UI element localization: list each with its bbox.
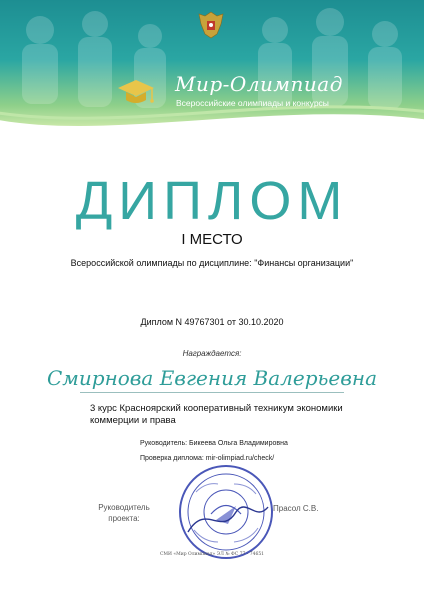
signatory-name: Прасол С.В. <box>273 504 319 513</box>
project-lead-signature-label: Руководитель проекта: <box>98 503 150 523</box>
recipient-name: Смирнова Евгения Валерьевна <box>47 366 377 390</box>
stamp-seal-icon <box>176 462 276 562</box>
logo-subtitle: Всероссийские олимпиады и конкурсы <box>176 98 329 108</box>
diploma-number: Диплом N 49767301 от 30.10.2020 <box>140 317 284 327</box>
awarded-label: Награждается: <box>182 349 242 358</box>
course-institution: 3 курс Красноярский кооперативный техникум экономики коммерции и права <box>90 403 343 426</box>
diploma-title: ДИПЛОМ <box>75 171 349 231</box>
supervisor-line: Руководитель: Бикеева Ольга Владимировна <box>140 440 288 447</box>
footer-registration: СМИ «Мир Олимпиад» ЭЛ № ФС 77 - 74651 <box>159 552 265 557</box>
header-banner <box>0 0 424 132</box>
verify-link[interactable]: Проверка диплома: mir-olimpiad.ru/check/ <box>140 455 275 462</box>
name-underline <box>80 392 344 393</box>
olympiad-line: Всероссийской олимпиады по дисциплине: "Финансы организации" <box>70 258 354 268</box>
graduation-cap-icon <box>116 76 156 110</box>
place-award: I МЕСТО <box>181 231 243 248</box>
coat-of-arms-icon <box>197 10 225 40</box>
logo-title: Мир-Олимпиад <box>175 72 343 96</box>
